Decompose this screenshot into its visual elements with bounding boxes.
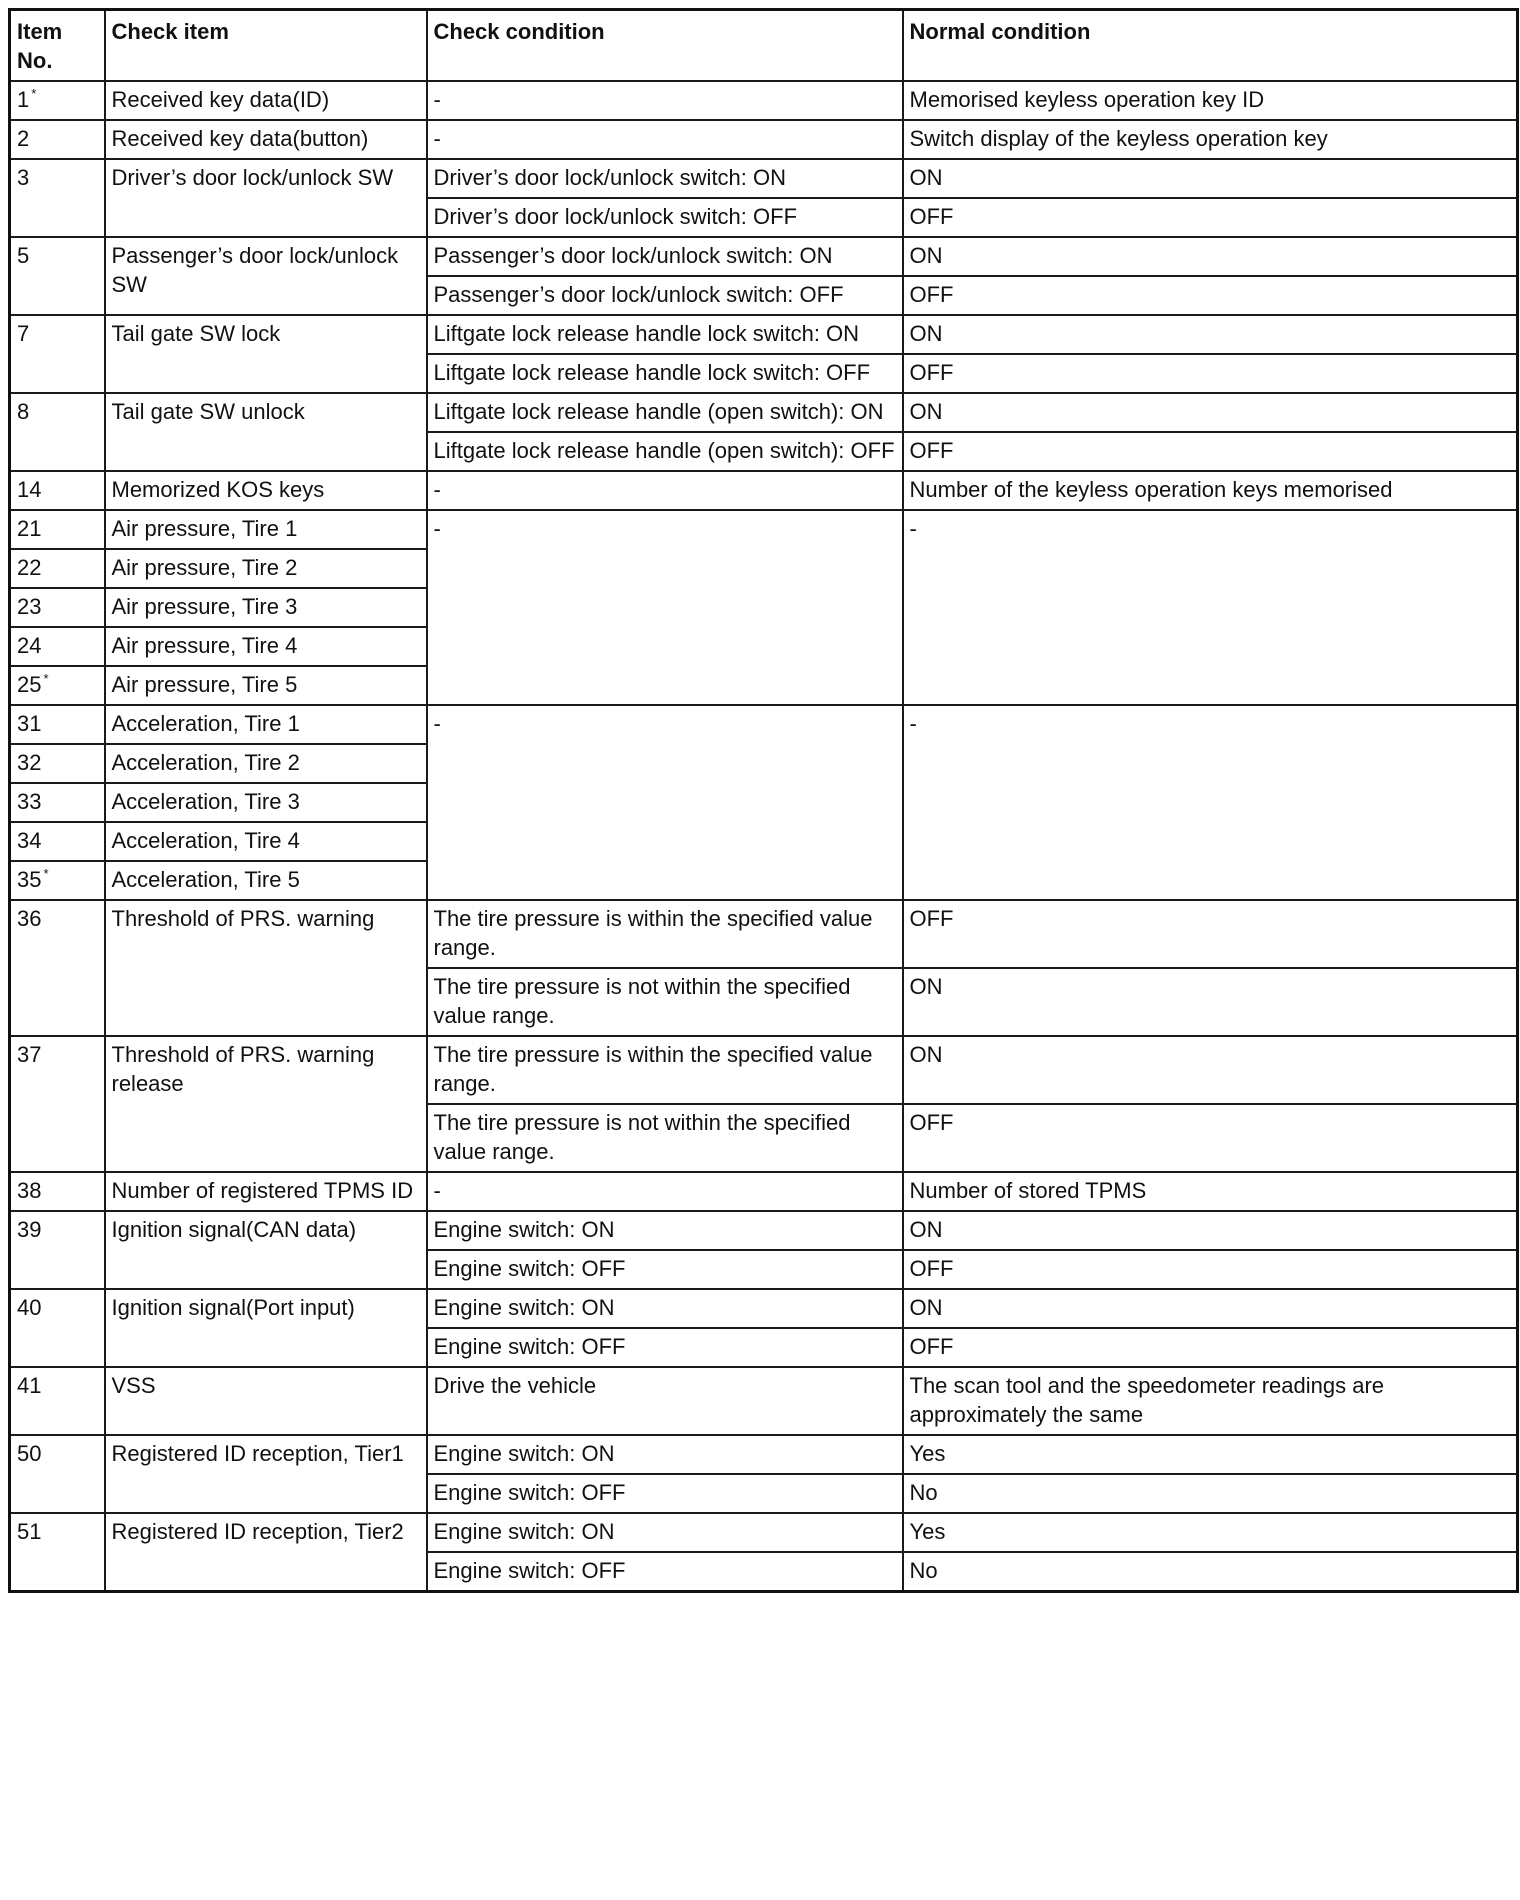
check-item-cell: Air pressure, Tire 2	[105, 549, 427, 588]
footnote-mark: *	[43, 866, 49, 881]
table-row	[10, 1036, 1518, 1104]
normal-condition-cell: OFF	[903, 198, 1518, 237]
header-item-no: Item No.	[10, 10, 105, 82]
item-no-cell	[10, 393, 105, 471]
check-item-cell: Passenger’s door lock/unlock SW	[105, 237, 427, 315]
footnote-mark: *	[43, 671, 49, 686]
item-no: 14	[17, 477, 42, 502]
normal-condition-cell: OFF	[903, 1250, 1518, 1289]
item-no: 25	[17, 672, 42, 697]
check-condition-cell: The tire pressure is not within the specified value range.	[427, 1104, 903, 1172]
item-no: 37	[17, 1042, 42, 1067]
check-condition-cell: -	[427, 1172, 903, 1211]
item-no-cell	[10, 315, 105, 393]
item-no: 36	[17, 906, 42, 931]
check-item-cell: Ignition signal(Port input)	[105, 1289, 427, 1367]
item-no-cell	[10, 120, 105, 159]
item-no: 2	[17, 126, 30, 151]
normal-condition-cell: Number of the keyless operation keys memorised	[903, 471, 1518, 510]
check-condition-cell: The tire pressure is within the specified value range.	[427, 1036, 903, 1104]
check-condition-cell: The tire pressure is not within the specified value range.	[427, 968, 903, 1036]
normal-condition-cell: OFF	[903, 900, 1518, 968]
check-item-cell: Acceleration, Tire 1	[105, 705, 427, 744]
item-no-cell	[10, 237, 105, 315]
check-condition-cell: Liftgate lock release handle lock switch: ON	[427, 315, 903, 354]
check-condition-cell: -	[427, 510, 903, 705]
normal-condition-cell: Yes	[903, 1513, 1518, 1552]
footnote-mark: *	[31, 86, 37, 101]
check-item-cell: VSS	[105, 1367, 427, 1435]
item-no-cell	[10, 1211, 105, 1289]
normal-condition-cell: -	[903, 705, 1518, 900]
item-no: 22	[17, 555, 42, 580]
item-no: 38	[17, 1178, 42, 1203]
normal-condition-cell: The scan tool and the speedometer readings are approximately the same	[903, 1367, 1518, 1435]
check-condition-cell: Drive the vehicle	[427, 1367, 903, 1435]
check-item-cell: Registered ID reception, Tier2	[105, 1513, 427, 1592]
item-no-cell	[10, 900, 105, 1036]
check-item-cell: Tail gate SW lock	[105, 315, 427, 393]
check-condition-cell: -	[427, 471, 903, 510]
check-item-cell: Acceleration, Tire 3	[105, 783, 427, 822]
check-condition-cell: -	[427, 81, 903, 120]
item-no-cell	[10, 705, 105, 744]
check-condition-cell: The tire pressure is within the specified value range.	[427, 900, 903, 968]
item-no-cell	[10, 822, 105, 861]
normal-condition-cell: ON	[903, 1036, 1518, 1104]
item-no: 34	[17, 828, 42, 853]
check-item-cell: Threshold of PRS. warning	[105, 900, 427, 1036]
check-item-cell: Acceleration, Tire 5	[105, 861, 427, 900]
header-check-item: Check item	[105, 10, 427, 82]
check-item-cell: Registered ID reception, Tier1	[105, 1435, 427, 1513]
check-condition-cell: Engine switch: OFF	[427, 1552, 903, 1592]
normal-condition-cell: OFF	[903, 1104, 1518, 1172]
item-no: 23	[17, 594, 42, 619]
item-no-cell	[10, 744, 105, 783]
check-item-cell: Received key data(ID)	[105, 81, 427, 120]
normal-condition-cell: OFF	[903, 432, 1518, 471]
check-condition-cell: Liftgate lock release handle (open switch): OFF	[427, 432, 903, 471]
normal-condition-cell: No	[903, 1474, 1518, 1513]
item-no-cell	[10, 627, 105, 666]
item-no-cell	[10, 1172, 105, 1211]
item-no-cell	[10, 666, 105, 705]
normal-condition-cell: ON	[903, 393, 1518, 432]
check-condition-cell: Driver’s door lock/unlock switch: OFF	[427, 198, 903, 237]
item-no-cell	[10, 588, 105, 627]
check-item-cell: Air pressure, Tire 3	[105, 588, 427, 627]
normal-condition-cell: ON	[903, 159, 1518, 198]
check-condition-cell: Liftgate lock release handle (open switch): ON	[427, 393, 903, 432]
normal-condition-cell: ON	[903, 968, 1518, 1036]
normal-condition-cell: ON	[903, 1211, 1518, 1250]
item-no: 1	[17, 87, 30, 112]
normal-condition-cell: Memorised keyless operation key ID	[903, 81, 1518, 120]
check-item-cell: Air pressure, Tire 4	[105, 627, 427, 666]
check-condition-cell: Engine switch: ON	[427, 1211, 903, 1250]
normal-condition-cell: ON	[903, 237, 1518, 276]
item-no-cell	[10, 510, 105, 549]
table-row	[10, 1367, 1518, 1435]
normal-condition-cell: No	[903, 1552, 1518, 1592]
check-condition-cell: Engine switch: ON	[427, 1435, 903, 1474]
check-condition-cell: Passenger’s door lock/unlock switch: OFF	[427, 276, 903, 315]
item-no: 51	[17, 1519, 42, 1544]
table-row	[10, 393, 1518, 432]
table-row	[10, 81, 1518, 120]
normal-condition-cell: ON	[903, 1289, 1518, 1328]
table-row	[10, 705, 1518, 744]
normal-condition-cell: Number of stored TPMS	[903, 1172, 1518, 1211]
check-condition-cell: -	[427, 120, 903, 159]
check-item-cell: Driver’s door lock/unlock SW	[105, 159, 427, 237]
table-row	[10, 120, 1518, 159]
table-row	[10, 510, 1518, 549]
table-row	[10, 237, 1518, 276]
normal-condition-cell: OFF	[903, 276, 1518, 315]
normal-condition-cell: OFF	[903, 1328, 1518, 1367]
item-no-cell	[10, 1289, 105, 1367]
item-no-cell	[10, 1513, 105, 1592]
check-item-cell: Threshold of PRS. warning release	[105, 1036, 427, 1172]
item-no: 21	[17, 516, 42, 541]
check-item-cell: Received key data(button)	[105, 120, 427, 159]
item-no: 5	[17, 243, 30, 268]
check-condition-cell: -	[427, 705, 903, 900]
item-no-cell	[10, 861, 105, 900]
item-no: 35	[17, 867, 42, 892]
check-table-sheet	[8, 8, 1516, 1593]
normal-condition-cell: Switch display of the keyless operation key	[903, 120, 1518, 159]
item-no-cell	[10, 471, 105, 510]
check-item-cell: Tail gate SW unlock	[105, 393, 427, 471]
normal-condition-cell: ON	[903, 315, 1518, 354]
item-no: 31	[17, 711, 42, 736]
check-item-cell: Air pressure, Tire 1	[105, 510, 427, 549]
header-normal-condition: Normal condition	[903, 10, 1518, 82]
header-check-condition: Check condition	[427, 10, 903, 82]
table-row	[10, 471, 1518, 510]
normal-condition-cell: OFF	[903, 354, 1518, 393]
table-row	[10, 1289, 1518, 1328]
check-condition-cell: Engine switch: OFF	[427, 1474, 903, 1513]
check-condition-cell: Engine switch: ON	[427, 1513, 903, 1552]
item-no-cell	[10, 159, 105, 237]
table-row	[10, 900, 1518, 968]
item-no-cell	[10, 783, 105, 822]
check-condition-cell: Engine switch: OFF	[427, 1328, 903, 1367]
item-no: 39	[17, 1217, 42, 1242]
check-condition-cell: Passenger’s door lock/unlock switch: ON	[427, 237, 903, 276]
table-row	[10, 159, 1518, 198]
table-header-row	[10, 10, 1518, 82]
check-item-cell: Ignition signal(CAN data)	[105, 1211, 427, 1289]
item-no: 32	[17, 750, 42, 775]
table-row	[10, 1211, 1518, 1250]
check-item-table	[8, 8, 1519, 1593]
item-no: 40	[17, 1295, 42, 1320]
table-row	[10, 315, 1518, 354]
normal-condition-cell: -	[903, 510, 1518, 705]
check-condition-cell: Engine switch: OFF	[427, 1250, 903, 1289]
item-no: 24	[17, 633, 42, 658]
check-item-cell: Memorized KOS keys	[105, 471, 427, 510]
item-no-cell	[10, 1435, 105, 1513]
item-no-cell	[10, 1036, 105, 1172]
check-condition-cell: Engine switch: ON	[427, 1289, 903, 1328]
check-condition-cell: Liftgate lock release handle lock switch: OFF	[427, 354, 903, 393]
check-item-cell: Acceleration, Tire 4	[105, 822, 427, 861]
check-condition-cell: Driver’s door lock/unlock switch: ON	[427, 159, 903, 198]
item-no: 33	[17, 789, 42, 814]
item-no: 41	[17, 1373, 42, 1398]
item-no: 50	[17, 1441, 42, 1466]
check-item-cell: Air pressure, Tire 5	[105, 666, 427, 705]
item-no-cell	[10, 549, 105, 588]
check-item-cell: Number of registered TPMS ID	[105, 1172, 427, 1211]
normal-condition-cell: Yes	[903, 1435, 1518, 1474]
item-no-cell	[10, 81, 105, 120]
table-body	[10, 81, 1518, 1592]
item-no: 8	[17, 399, 30, 424]
table-row	[10, 1172, 1518, 1211]
item-no: 7	[17, 321, 30, 346]
check-item-cell: Acceleration, Tire 2	[105, 744, 427, 783]
table-row	[10, 1513, 1518, 1552]
item-no: 3	[17, 165, 30, 190]
item-no-cell	[10, 1367, 105, 1435]
table-row	[10, 1435, 1518, 1474]
